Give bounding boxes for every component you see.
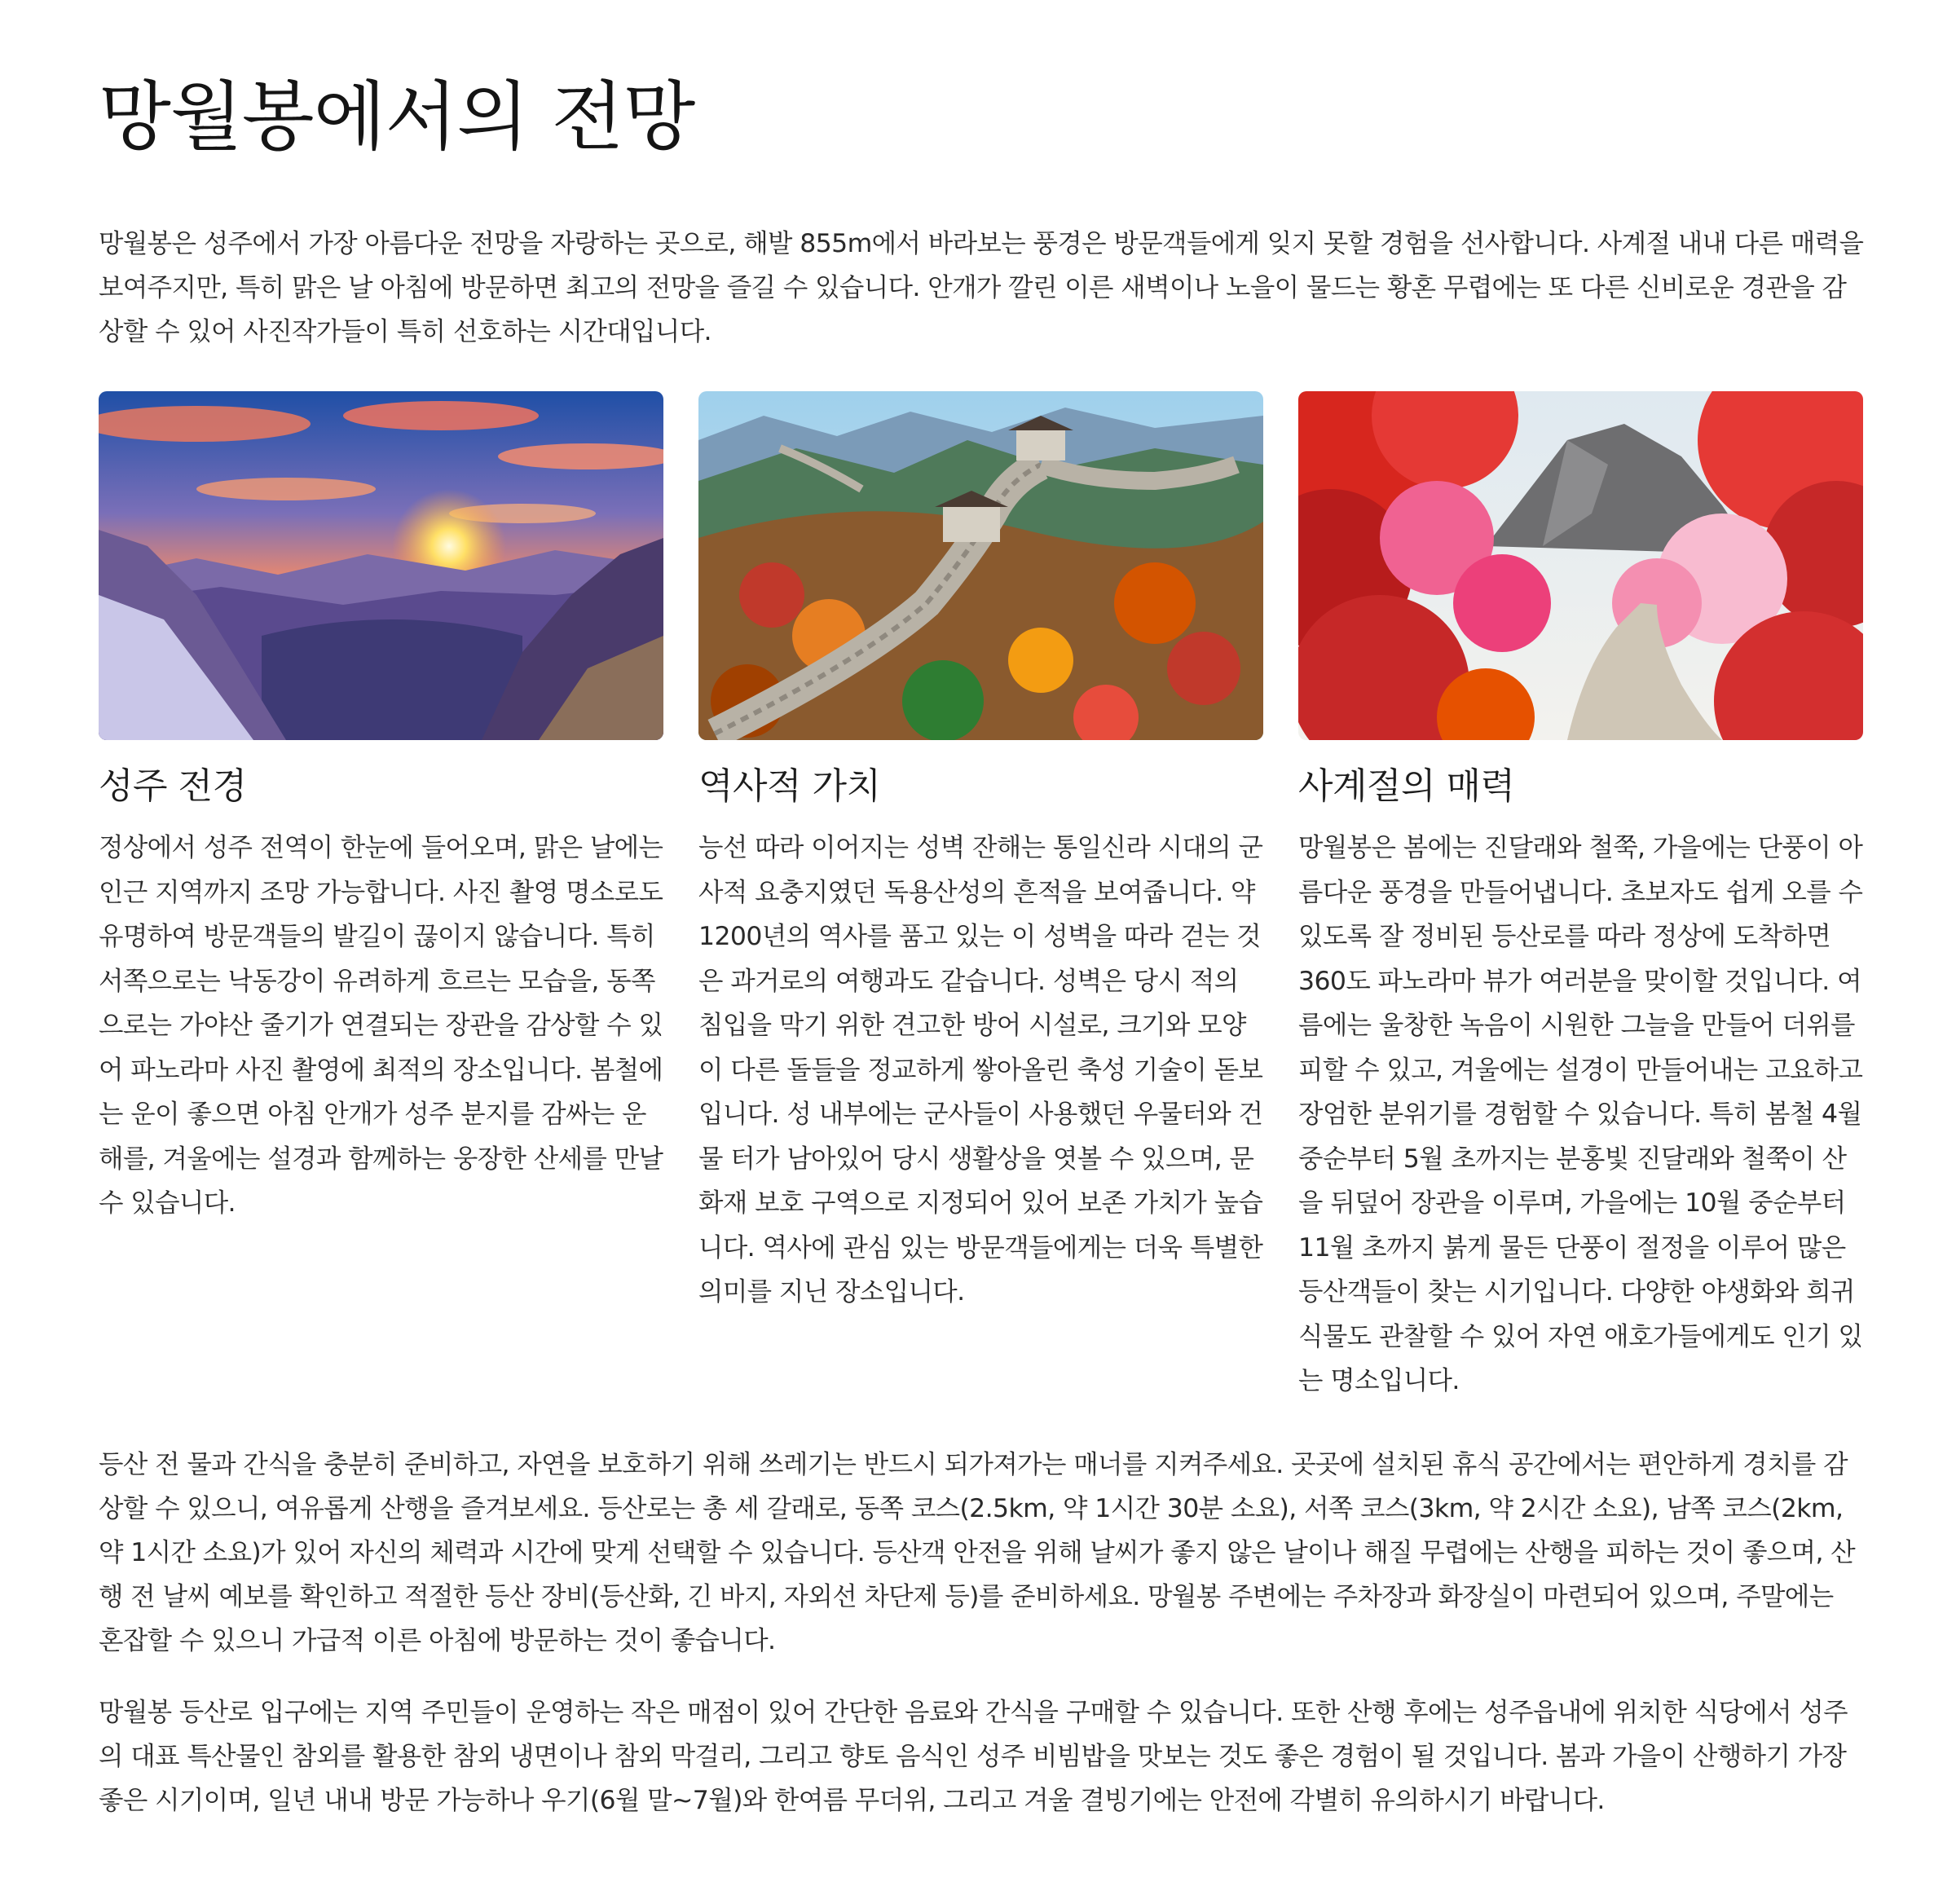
feature-card-seasons [1298, 391, 1863, 1395]
card-body: 능선 따라 이어지는 성벽 잔해는 통일신라 시대의 군사적 요충지였던 독용산성의 흔적을 보여줍니다. 약 1200년의 역사를 품고 있는 이 성벽을 따라 걷는 것은 과거로의 여행과도 같습니다. 성벽은 당시 적의 침입을 막기 위한 견고한 방어 시설로, 크기와 모양이 다른 돌들을 정교하게 쌓아올린 축성 기술이 돋보입니다. 성 내부에는 군사들이 사용했던 우물터와 건물 터가 남아있어 당시 생활상을 엿볼 수 있으며, 문화재 보호 구역으로 지정되어 있어 보존 가치가 높습니다. 역사에 관심 있는 방문객들에게는 더욱 특별한 의미를 지닌 장소입니다. [698, 833, 1263, 1307]
hiking-tips-paragraph: 등산 전 물과 간식을 충분히 준비하고, 자연을 보호하기 위해 쓰레기는 반드시 되가져가는 매너를 지켜주세요. 곳곳에 설치된 휴식 공간에서는 편안하게 경치를 감상할 수 있으니, 여유롭게 산행을 즐겨보세요. 등산로는 총 세 갈래로, 동쪽 코스(2.5km, 약 1시간 30분 소요), 서쪽 코스(3km, 약 2시간 소요), 남쪽 코스(2km, 약 1시간 소요)가 있어 자신의 체력과 시간에 맞게 선택할 수 있습니다. 등산객 안전을 위해 날씨가 좋지 않은 날이나 해질 무렵에는 산행을 피하는 것이 좋으며, 산행 전 날씨 예보를 확인하고 적절한 등산 장비(등산화, 긴 바지, 자외선 차단제 등)를 준비하세요. 망월봉 주변에는 주차장과 화장실이 마련되어 있으며, 주말에는 혼잡할 수 있으니 가급적 이른 아침에 방문하는 것이 좋습니다. [99, 1450, 1856, 1655]
intro-paragraph: 망월봉은 성주에서 가장 아름다운 전망을 자랑하는 곳으로, 해발 855m에서 바라보는 풍경은 방문객들에게 잊지 못할 경험을 선사합니다. 사계절 내내 다른 매력을 보여주지만, 특히 맑은 날 아침에 방문하면 최고의 전망을 즐길 수 있습니다. 안개가 깔린 이른 새벽이나 노을이 물드는 황혼 무렵에는 또 다른 신비로운 경관을 감상할 수 있어 사진작가들이 특히 선호하는 시간대입니다. [99, 229, 1864, 346]
card-body: 망월봉은 봄에는 진달래와 철쭉, 가을에는 단풍이 아름다운 풍경을 만들어냅니다. 초보자도 쉽게 오를 수 있도록 잘 정비된 등산로를 따라 정상에 도착하면 360도 파노라마 뷰가 여러분을 맞이할 것입니다. 여름에는 울창한 녹음이 시원한 그늘을 만들어 더위를 피할 수 있고, 겨울에는 설경이 만들어내는 고요하고 장엄한 분위기를 경험할 수 있습니다. 특히 봄철 4월 중순부터 5월 초까지는 분홍빛 진달래와 철쭉이 산을 뒤덮어 장관을 이루며, 가을에는 10월 중순부터 11월 초까지 붉게 물든 단풍이 절정을 이루어 많은 등산객들이 찾는 시기입니다. 다양한 야생화와 희귀 식물도 관찰할 수 있어 자연 애호가들에게도 인기 있는 명소입니다. [1298, 833, 1863, 1395]
card-heading: 성주 전경 [99, 765, 247, 807]
autumn-trail-image [1298, 391, 1863, 740]
fortress-wall-image [698, 391, 1263, 740]
card-heading: 역사적 가치 [698, 765, 881, 807]
local-info-paragraph: 망월봉 등산로 입구에는 지역 주민들이 운영하는 작은 매점이 있어 간단한 음료와 간식을 구매할 수 있습니다. 또한 산행 후에는 성주읍내에 위치한 식당에서 성주의 대표 특산물인 참외를 활용한 참외 냉면이나 참외 막걸리, 그리고 향토 음식인 성주 비빔밥을 맛보는 것도 좋은 경험이 될 것입니다. 봄과 가을이 산행하기 가장 좋은 시기이며, 일년 내내 방문 가능하나 우기(6월 말~7월)와 한여름 무더위, 그리고 겨울 결빙기에는 안전에 각별히 유의하시기 바랍니다. [99, 1698, 1848, 1815]
feature-card-history [698, 391, 1263, 1307]
card-heading: 사계절의 매력 [1298, 765, 1515, 807]
page-title: 망월봉에서의 전망 [99, 73, 695, 161]
feature-card-view [99, 391, 663, 1218]
card-body: 정상에서 성주 전역이 한눈에 들어오며, 맑은 날에는 인근 지역까지 조망 가능합니다. 사진 촬영 명소로도 유명하여 방문객들의 발길이 끊이지 않습니다. 특히 서쪽으로는 낙동강이 유려하게 흐르는 모습을, 동쪽으로는 가야산 줄기가 연결되는 장관을 감상할 수 있어 파노라마 사진 촬영에 최적의 장소입니다. 봄철에는 운이 좋으면 아침 안개가 성주 분지를 감싸는 운해를, 겨울에는 설경과 함께하는 웅장한 산세를 만날 수 있습니다. [99, 833, 663, 1218]
sunset-mountain-image [99, 391, 663, 740]
